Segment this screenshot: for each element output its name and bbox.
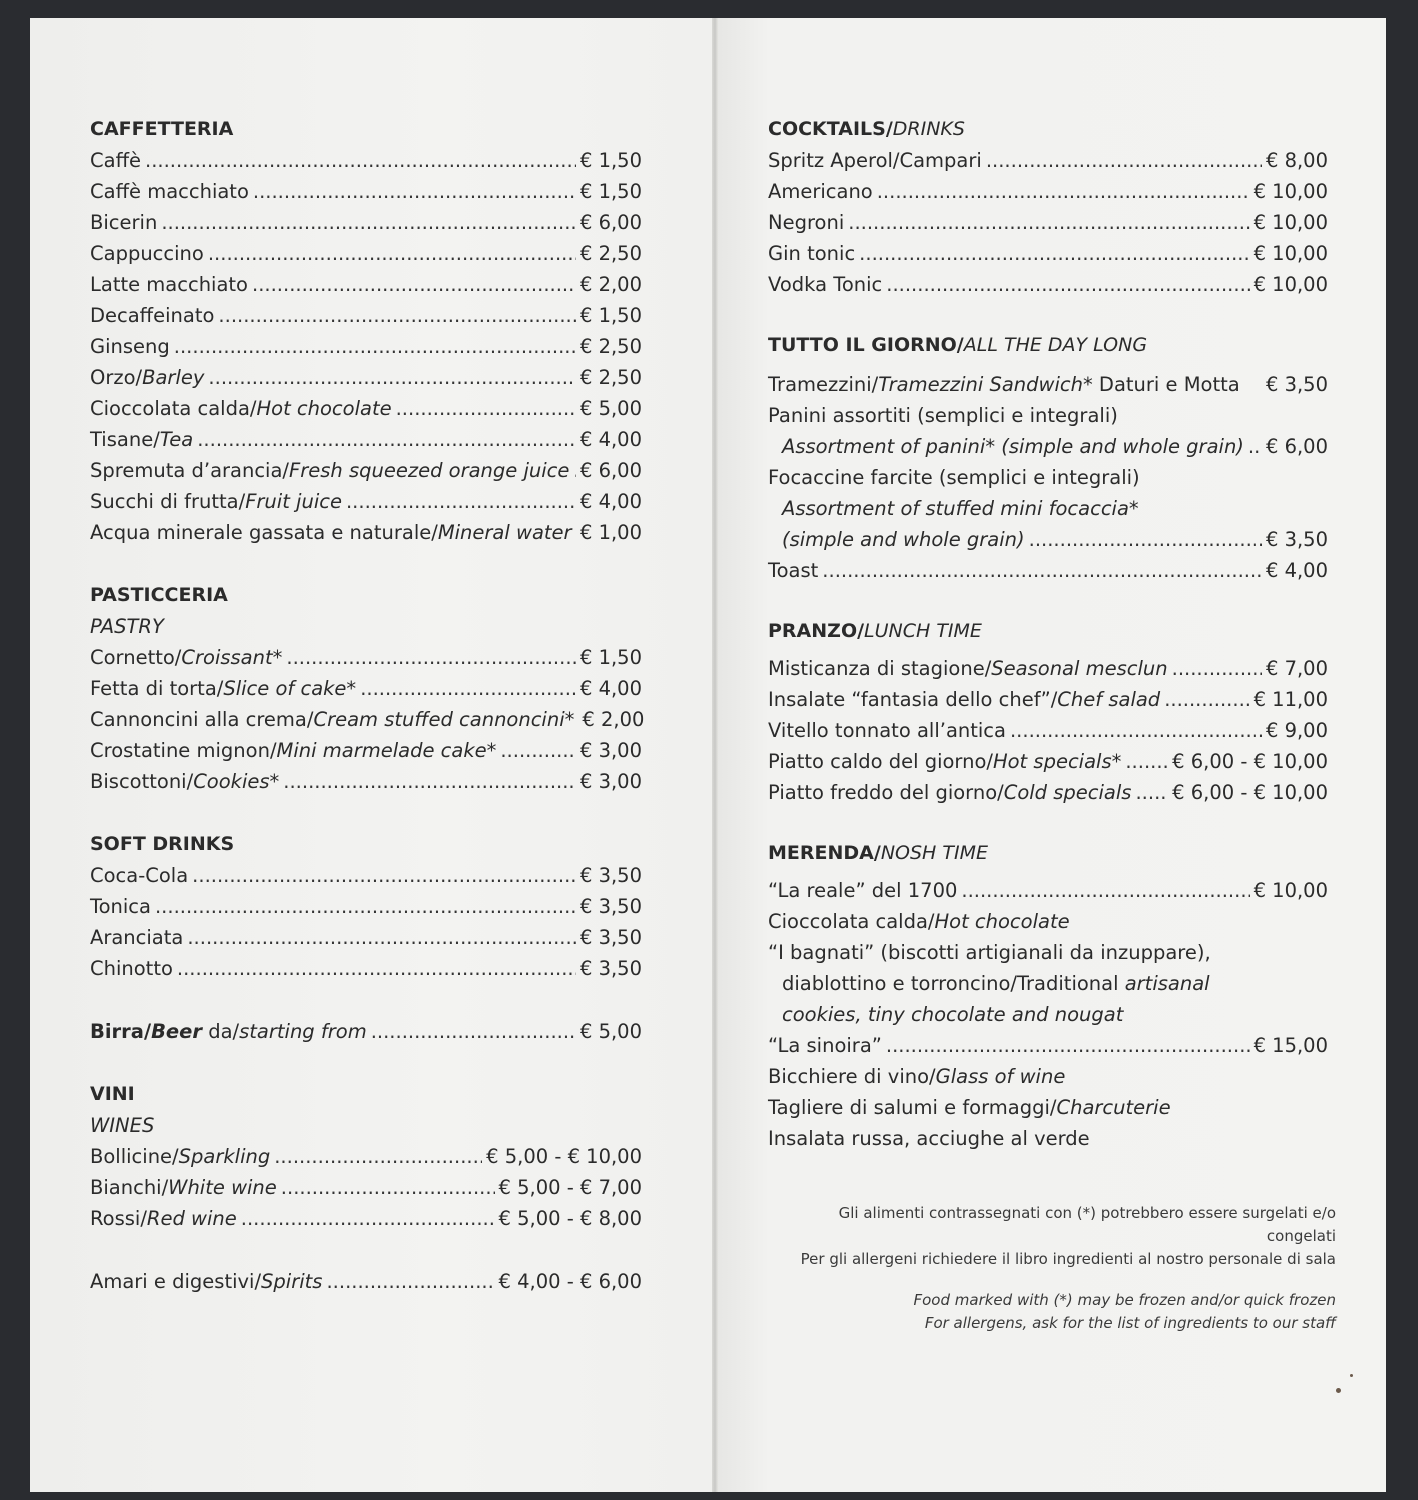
menu-item-cocktail [768,207,1328,238]
caffetteria-list [90,145,642,517]
menu-item-panini-name: Panini assortiti (semplici e integrali) [768,404,1118,427]
menu-item-focaccine-en: Assortment of stuffed mini focaccia* [782,497,1139,520]
item-price: € 10,00 [1253,242,1328,265]
menu-item-caffetteria [90,176,642,207]
menu-item-vino: Bicchiere di vino/Glass of wine [768,1065,1066,1088]
item-price: € 5,00 [579,397,642,420]
item-price: € 4,00 [579,677,642,700]
note-it-2: Per gli allergeni richiedere il libro ingredienti al nostro personale di sala [800,1250,1336,1268]
section-title-cocktails: COCKTAILS/DRINKS [768,118,965,140]
menu-item-caffetteria [90,207,642,238]
item-price: € 3,50 [1265,528,1328,551]
cocktails-list [768,145,1328,300]
item-price: € 2,00 [582,708,645,731]
item-name: Tisane/Tea [90,428,194,451]
item-price: € 1,50 [579,304,642,327]
item-name: Biscottoni/Cookies* [90,770,280,793]
item-price: € 5,00 - € 10,00 [486,1145,642,1168]
menu-item-vino [90,1141,642,1172]
item-price: € 1,50 [579,646,642,669]
item-name: Cappuccino [90,242,204,265]
item-name: Succhi di frutta/Fruit juice [90,490,342,513]
item-price: € 1,50 [579,180,642,203]
menu-item-water [90,517,642,548]
item-name: Birra/Beer da/starting from [90,1020,367,1043]
item-price: € 6,00 [579,459,642,482]
section-title-soft-drinks: SOFT DRINKS [90,833,235,855]
menu-item-insalata-russa: Insalata russa, acciughe al verde [768,1127,1090,1150]
item-name: Cornetto/Croissant* [90,646,283,669]
menu-item-soft-drink [90,891,642,922]
section-title-pranzo: PRANZO/LUNCH TIME [768,620,982,642]
item-name: Misticanza di stagione/Seasonal mesclun [768,657,1168,680]
menu-item-focaccine-name: Focaccine farcite (semplici e integrali) [768,466,1140,489]
pasticceria-list [90,642,645,797]
menu-item-sinoira [768,1030,1328,1061]
menu-item-spirits [90,1266,642,1297]
vini-list [90,1141,642,1234]
item-price: € 2,00 [579,273,642,296]
menu-item-caffetteria [90,238,642,269]
page-fold [712,18,718,1492]
item-price: € 6,00 - € 10,00 [1172,781,1328,804]
note-it-1: Gli alimenti contrassegnati con (*) potrebbero essere surgelati e/o congelati [838,1204,1336,1245]
menu-item-pranzo [768,684,1328,715]
note-en-2: For allergens, ask for the list of ingredients to our staff [924,1314,1336,1332]
item-name: Orzo/Barley [90,366,205,389]
section-title-caffetteria: CAFFETTERIA [90,118,234,140]
menu-item-caffetteria [90,269,642,300]
section-subtitle-wines: WINES [90,1114,155,1137]
item-name: Decaffeinato [90,304,215,327]
menu-item-caffetteria [90,455,642,486]
item-name: Negroni [768,211,845,234]
item-name: Caffè macchiato [90,180,249,203]
item-name: (simple and whole grain) [782,528,1025,551]
item-price: € 5,00 - € 7,00 [498,1176,642,1199]
item-price: € 3,50 [1265,373,1328,396]
left-column [90,114,645,1297]
item-name: Latte macchiato [90,273,248,296]
menu-item-pranzo [768,715,1328,746]
menu-item-pranzo [768,746,1328,777]
item-price: € 10,00 [1253,879,1328,902]
item-name: Bollicine/Sparkling [90,1145,271,1168]
menu-item-soft-drink [90,860,642,891]
item-name: Acqua minerale gassata e naturale/Mineral water [90,521,572,544]
menu-item-focaccine [768,524,1328,555]
soft-drinks-list [90,860,642,984]
item-price: € 4,00 [579,490,642,513]
paper-speck [1336,1388,1341,1393]
section-subtitle-pastry: PASTRY [90,615,164,638]
menu-item-taglieri: Tagliere di salumi e formaggi/Charcuterie [768,1096,1171,1119]
menu-item-pranzo [768,777,1328,808]
menu-item-bagnati-line1: “I bagnati” (biscotti artigianali da inzuppare), [768,941,1211,964]
menu-item-beer [90,1016,642,1047]
item-name: “La reale” del 1700 [768,879,958,902]
item-name: Americano [768,180,873,203]
item-price: € 6,00 [579,211,642,234]
item-price: € 6,00 - € 10,00 [1172,750,1328,773]
item-name: Aranciata [90,926,184,949]
item-name: Toast [768,559,819,582]
item-name: Chinotto [90,957,173,980]
item-name: Tramezzini/Tramezzini Sandwich* Daturi e Motta [768,373,1240,396]
item-price: € 5,00 [579,1020,642,1043]
menu-item-vino [90,1203,642,1234]
menu-item-cocktail [768,269,1328,300]
allergen-notes [770,1202,1336,1335]
item-name: Bicerin [90,211,158,234]
item-name: Rossi/Red wine [90,1207,237,1230]
item-price: € 11,00 [1253,688,1328,711]
item-price: € 2,50 [579,366,642,389]
right-column [768,114,1328,1154]
item-price: € 2,50 [579,242,642,265]
item-price: € 3,50 [579,957,642,980]
item-price: € 4,00 [1265,559,1328,582]
item-name: Spritz Aperol/Campari [768,149,982,172]
menu-item-caffetteria [90,393,642,424]
item-price: € 5,00 - € 8,00 [498,1207,642,1230]
item-price: € 7,00 [1265,657,1328,680]
item-name: Cioccolata calda/Hot chocolate [90,397,392,420]
menu-item-pasticceria [90,766,642,797]
item-price: € 6,00 [1265,435,1328,458]
item-name: Coca-Cola [90,864,189,887]
item-price: € 3,00 [579,739,642,762]
menu-item-soft-drink [90,922,642,953]
item-price: € 3,50 [579,926,642,949]
menu-item-cocktail [768,176,1328,207]
pranzo-list [768,653,1328,808]
item-price: € 3,00 [579,770,642,793]
menu-item-cocktail [768,145,1328,176]
item-name: Vodka Tonic [768,273,883,296]
item-price: € 1,50 [579,149,642,172]
note-en-1: Food marked with (*) may be frozen and/or quick frozen [913,1291,1336,1309]
item-price: € 2,50 [579,335,642,358]
item-name: “La sinoira” [768,1034,882,1057]
menu-item-caffetteria [90,331,642,362]
menu-item-toast [768,555,1328,586]
item-name: Crostatine mignon/Mini marmelade cake* [90,739,497,762]
item-name: Amari e digestivi/Spirits [90,1270,323,1293]
item-price: € 10,00 [1253,180,1328,203]
item-name: Caffè [90,149,141,172]
item-name: Spremuta d’arancia/Fresh squeezed orange juice [90,459,570,482]
menu-item-cioccolata: Cioccolata calda/Hot chocolate [768,910,1070,933]
paper-speck [1350,1374,1353,1377]
section-title-pasticceria: PASTICCERIA [90,584,228,606]
section-title-vini: VINI [90,1083,135,1105]
menu-item-pranzo [768,653,1328,684]
item-name: Bianchi/White wine [90,1176,277,1199]
item-name: Ginseng [90,335,170,358]
menu-item-soft-drink [90,953,642,984]
menu-item-panini [768,431,1328,462]
item-name: Assortment of panini* (simple and whole grain) [782,435,1244,458]
item-price: € 1,00 [579,521,642,544]
item-price: € 8,00 [1265,149,1328,172]
menu-item-pasticceria [90,673,642,704]
menu-item-tramezzini [768,369,1328,400]
menu-item-caffetteria [90,362,642,393]
item-name: Fetta di torta/Slice of cake* [90,677,357,700]
item-name: Gin tonic [768,242,856,265]
item-price: € 4,00 [579,428,642,451]
item-name: Piatto caldo del giorno/Hot specials* [768,750,1122,773]
menu-item-pasticceria [90,704,645,735]
item-price: € 3,50 [579,864,642,887]
item-name: Vitello tonnato all’antica [768,719,1006,742]
item-price: € 15,00 [1253,1034,1328,1057]
section-title-tutto-il-giorno: TUTTO IL GIORNO/ALL THE DAY LONG [768,334,1148,356]
item-price: € 3,50 [579,895,642,918]
item-name: Insalate “fantasia dello chef”/Chef salad [768,688,1161,711]
menu-item-caffetteria [90,300,642,331]
menu-item-bagnati-line2: diablottino e torroncino/Traditional artisanal [782,972,1210,995]
item-name: Piatto freddo del giorno/Cold specials [768,781,1132,804]
item-price: € 10,00 [1253,211,1328,234]
menu-item-vino [90,1172,642,1203]
menu-item-reale [768,875,1328,906]
menu-item-bagnati-line3: cookies, tiny chocolate and nougat [782,1003,1124,1026]
section-title-merenda: MERENDA/NOSH TIME [768,842,988,864]
menu-item-caffetteria [90,145,642,176]
menu-item-caffetteria [90,486,642,517]
menu-item-pasticceria [90,735,642,766]
item-name: Tonica [90,895,151,918]
item-price: € 4,00 - € 6,00 [498,1270,642,1293]
menu-item-pasticceria [90,642,642,673]
menu-item-cocktail [768,238,1328,269]
menu-item-caffetteria [90,424,642,455]
item-price: € 10,00 [1253,273,1328,296]
item-price: € 9,00 [1265,719,1328,742]
item-name: Cannoncini alla crema/Cream stuffed cannoncini* [90,708,575,731]
